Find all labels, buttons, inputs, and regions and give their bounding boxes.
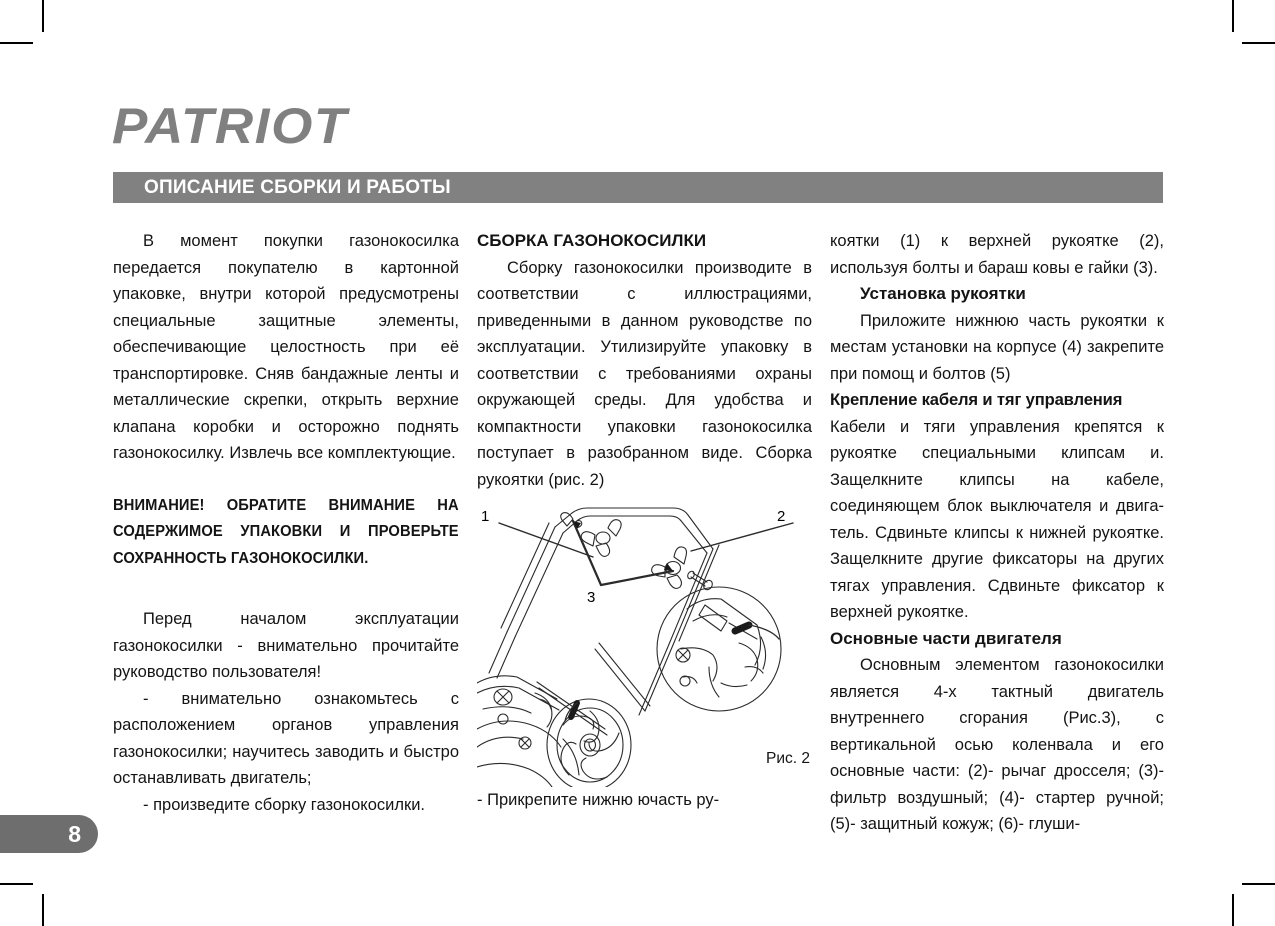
figure-callout-2: 2: [777, 508, 786, 525]
crop-mark-bottom-left-vertical: [42, 894, 44, 926]
col3-heading-handle-install: Установка рукоятки: [860, 284, 1026, 303]
spacer: [113, 572, 459, 606]
crop-mark-top-left-vertical: [42, 0, 44, 32]
col3-heading-engine-parts: Основные части двигателя: [830, 628, 1062, 648]
figure-callout-3: 3: [587, 589, 596, 606]
figure-callout-1: 1: [481, 508, 490, 525]
col1-warning-text: ВНИМАНИЕ! ОБРАТИТЕ ВНИМАНИЕ НА СОДЕРЖИМОЕ УПАКОВКИ И ПРОВЕРЬТЕ СОХРАННОСТЬ ГАЗОНОКОСИЛКИ.: [113, 496, 459, 567]
figure-caption: Рис. 2: [766, 750, 810, 767]
crop-mark-bottom-right-horizontal: [1242, 883, 1275, 885]
col2-paragraph-1: Сборку газонокосилки производите в соответствии с иллюстрациями, приведенными в данном руководстве по эксплуатации. Утилизируйте упаковку в соответствии с требованиями охраны окружающей среды. Для удобства и компактности упаковки газонокосилка поступает в разобранном виде. Сборка рукоятки (рис. 2): [477, 258, 812, 489]
crop-mark-top-left-horizontal: [0, 42, 33, 44]
section-header-title: ОПИСАНИЕ СБОРКИ И РАБОТЫ: [144, 177, 451, 198]
col2-heading-assembly: СБОРКА ГАЗОНОКОСИЛКИ: [477, 231, 707, 250]
crop-mark-bottom-left-horizontal: [0, 883, 33, 885]
col3-paragraph-2: Приложите нижнюю часть рукоятки к местам установки на корпусе (4) закрепите при помощ и болтов (5): [830, 311, 1164, 383]
section-header-bar: [113, 172, 1163, 203]
col3-heading-cable-mount: Крепление кабеля и тяг управления: [830, 390, 1123, 409]
col3-paragraph-4: Основным элементом газонокосилки является 4-х тактный двигатель внутреннего сгорания (Рис.3), с вертикальной осью коленвала и его основные части: (2)- рычаг дросселя; (3)- фильтр воздушный; (4)- стартер ручной; (5)- защитный кожуж; (6)- глуши-: [830, 656, 1164, 833]
mower-line-drawing-svg: [477, 497, 812, 787]
text-column-3: [830, 228, 1164, 838]
crop-mark-top-right-horizontal: [1242, 42, 1275, 44]
col3-paragraph-3: Кабели и тяги управления крепятся к рукоятке специальными клипсам и. Защелкните клипсы на кабеле, соединяющем блок выключателя и двига-тель. Сдвиньте клипсы к нижней рукоятке. Защелкните другие фиксаторы на других тягах управления. Сдвиньте фиксатор к верхней рукоятке.: [830, 417, 1164, 621]
col1-paragraph-2: Перед началом эксплуатации газонокосилки - внимательно прочитайте руководство пользователя!: [113, 610, 459, 681]
col1-paragraph-4: - произведите сборку газонокосилки.: [143, 795, 425, 814]
spacer: [113, 467, 459, 493]
col1-paragraph-3: - внимательно ознакомьтесь с расположением органов управления газонокосилки; научитесь заводить и быстро останавливать двигатель;: [113, 689, 459, 787]
col1-paragraph-1: В момент покупки газонокосилка передается покупателю в картонной упаковке, внутри которой предусмотрены специальные защитные элементы, обеспечивающие целостность при её транспортировке. Сняв бандажные ленты и металлические скрепки, открыть верхние клапана коробки и осторожно поднять газонокосилку. Извлечь все комплектующие.: [113, 232, 459, 462]
figure-2-mower-handle: [477, 497, 812, 787]
crop-mark-top-right-vertical: [1232, 0, 1234, 32]
page-number: 8: [68, 821, 81, 847]
col3-paragraph-1: коятки (1) к верхней рукоятке (2), используя болты и бараш ковы е гайки (3).: [830, 232, 1164, 277]
crop-mark-bottom-right-vertical: [1232, 894, 1234, 926]
text-column-1: [113, 228, 459, 818]
page-number-tab: [0, 815, 98, 853]
patriot-logo: PATRIOT: [112, 98, 348, 154]
col2-after-figure-text: - Прикрепите нижню ючасть ру-: [477, 791, 720, 809]
text-column-2: [477, 228, 812, 814]
